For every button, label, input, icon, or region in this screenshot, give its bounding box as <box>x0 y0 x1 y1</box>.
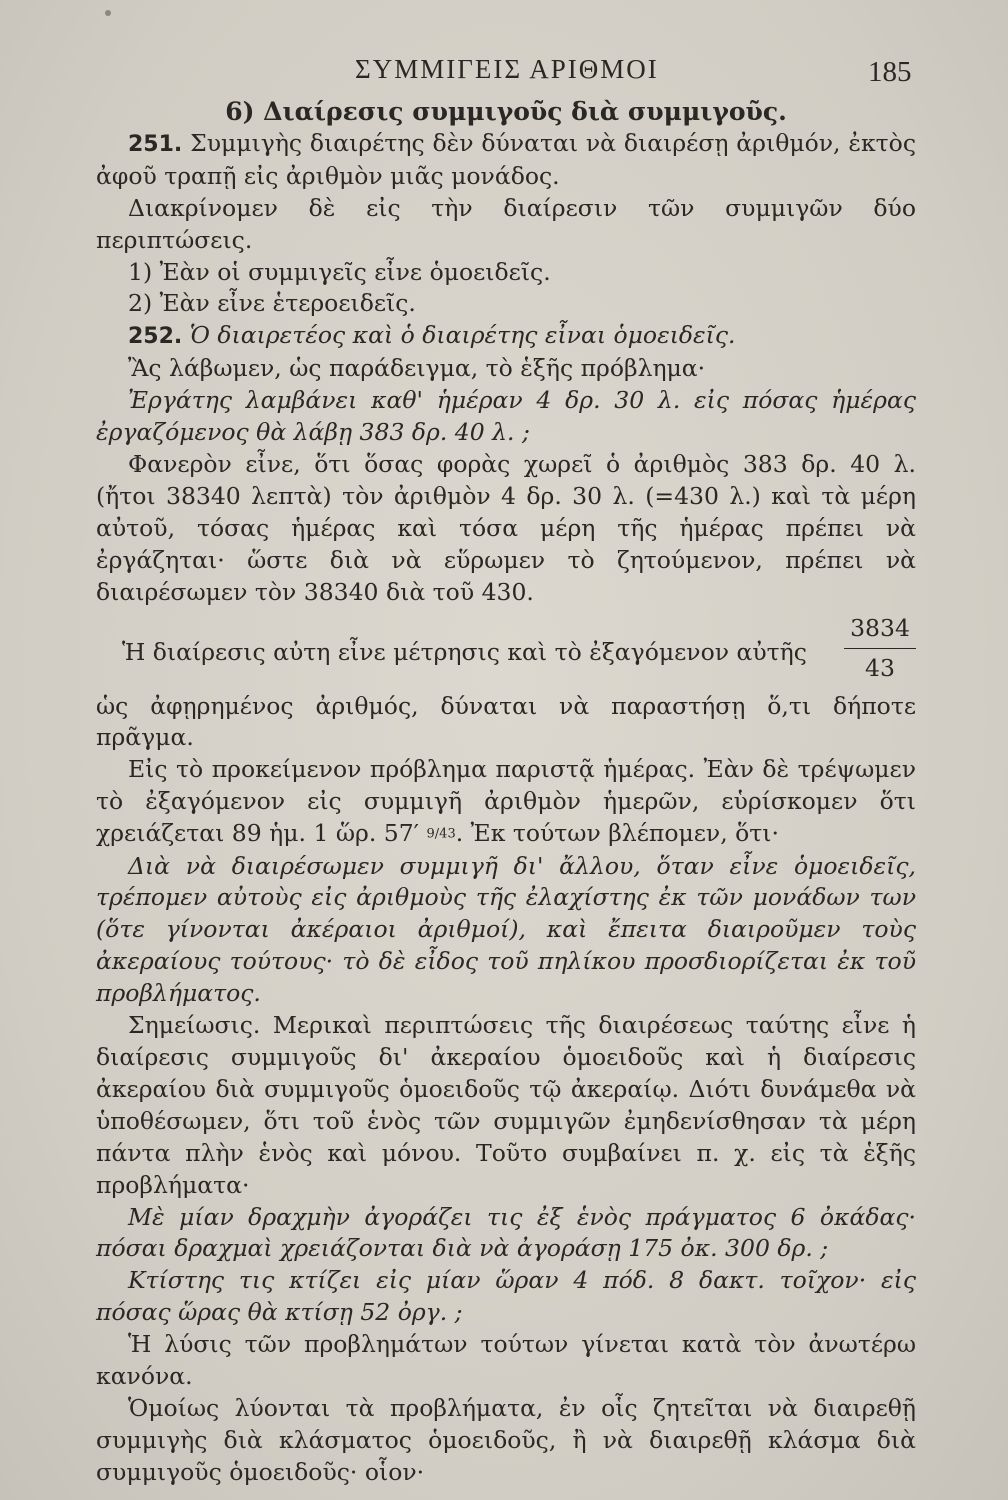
paragraph-251 <box>96 128 916 193</box>
paragraph-days-text-a: Εἰς τὸ προκείμενον πρόβλημα παριστᾷ ἡμέρας. Ἐὰν δὲ τρέψωμεν τὸ ἐξαγόμενον εἰς συμμιγῆ ἀριθμὸν ἡμερῶν, εὑρίσκομεν ὅτι χρειάζεται 89 ἡμ. 1 ὥρ. 57′ <box>96 755 916 848</box>
problem-builder: Κτίστης τις κτίζει εἰς μίαν ὥραν 4 πόδ. 8 δακτ. τοῖχον· εἰς πόσας ὥρας θὰ κτίσῃ 52 ὀργ. ; <box>96 1266 916 1327</box>
section-title: 6) Διαίρεσις συμμιγοῦς διὰ συμμιγοῦς. <box>225 97 787 126</box>
page-speck <box>105 10 111 16</box>
page-number: 185 <box>868 56 912 88</box>
case-2: 2) Ἐὰν εἶνε ἑτεροειδεῖς. <box>128 289 416 318</box>
note-text: Μερικαὶ περιπτώσεις τῆς διαιρέσεως ταύτης εἶνε ἡ διαίρεσις συμμιγοῦς δι' ἀκεραίου ὁμοειδοῦς καὶ ἡ διαίρεσις ἀκεραίου διὰ συμμιγοῦς ὁμοειδοῦς τῷ ἀκεραίῳ. Διότι δυνάμεθα νὰ ὑποθέσωμεν, ὅτι τοῦ ἑνὸς τῶν συμμιγῶν ἐμηδενίσθησαν τὰ μέρη πάντα πλὴν ἑνὸς καὶ μόνου. Τοῦτο συμβαίνει π. χ. εἰς τὰ ἑξῆς προβλήματα· <box>96 1011 916 1199</box>
page-body <box>96 96 916 1489</box>
paragraph-251-text: Συμμιγὴς διαιρέτης δὲν δύναται νὰ διαιρέσῃ ἀριθμόν, ἐκτὸς ἀφοῦ τραπῇ εἰς ἀριθμὸν μιᾶς μονάδος. <box>96 128 916 190</box>
article-number-252: 252. <box>128 324 183 350</box>
days-small-fraction: 9/43 <box>426 826 456 842</box>
paragraph-252-text: Ὁ διαιρετέος καὶ ὁ διαιρέτης εἶναι ὁμοειδεῖς. <box>182 321 736 350</box>
paragraph-cases: Διακρίνομεν δὲ εἰς τὴν διαίρεσιν τῶν συμμιγῶν δύο περιπτώσεις. <box>96 193 916 254</box>
paragraph-obvious: Φανερὸν εἶνε, ὅτι ὅσας φορὰς χωρεῖ ὁ ἀριθμὸς 383 δρ. 40 λ. (ἤτοι 38340 λεπτὰ) τὸν ἀριθμὸν 4 δρ. 30 λ. (=430 λ.) καὶ τὰ μέρη αὐτοῦ, τόσας ἡμέρας καὶ τόσα μέρη τῆς ἡμέρας πρέπει νὰ ἐργάζηται· ὥστε διὰ νὰ εὕρωμεν τὸ ζητούμενον, πρέπει νὰ διαιρέσωμεν τὸν 38340 διὰ τοῦ 430. <box>96 449 916 606</box>
problem-worker: Ἐργάτης λαμβάνει καθ' ἡμέραν 4 δρ. 30 λ. εἰς πόσας ἡμέρας ἐργαζόμενος θὰ λάβῃ 383 δρ. 40 λ. ; <box>96 386 916 447</box>
problem-drachma: Μὲ μίαν δραχμὴν ἀγοράζει τις ἐξ ἑνὸς πράγματος 6 ὀκάδας· πόσαι δραχμαὶ χρειάζονται διὰ νὰ ἀγοράσῃ 175 ὀκ. 300 δρ. ; <box>96 1202 916 1263</box>
paragraph-252 <box>96 320 916 353</box>
fraction <box>844 613 916 686</box>
division-text: Ἡ διαίρεσις αὐτη εἶνε μέτρησις καὶ τὸ ἐξαγόμενον αὐτῆς <box>122 637 807 666</box>
paragraph-days-text-b: . Ἐκ τούτων βλέπομεν, ὅτι· <box>455 819 779 848</box>
fraction-denominator: 43 <box>865 654 895 683</box>
paragraph-similar: Ὁμοίως λύονται τὰ προβλήματα, ἐν οἷς ζητεῖται νὰ διαιρεθῇ συμμιγὴς διὰ κλάσματος ὁμοειδοῦς, ἢ νὰ διαιρεθῇ κλάσμα διὰ συμμιγοῦς ὁμοειδοῦς· οἷον· <box>96 1393 916 1486</box>
division-fraction-line <box>96 609 916 691</box>
paragraph-abstract: ὡς ἀφῃρημένος ἀριθμός, δύναται νὰ παραστήσῃ ὅ,τι δήποτε πρᾶγμα. <box>96 691 916 752</box>
page-header <box>0 48 1008 98</box>
note-label: Σημείωσις. <box>128 1011 261 1040</box>
paragraph-days <box>96 754 916 850</box>
fraction-numerator: 3834 <box>844 613 916 650</box>
running-title: ΣΥΜΜΙΓΕΙΣ ΑΡΙΘΜΟΙ <box>355 54 659 84</box>
note-paragraph <box>96 1010 916 1201</box>
article-number-251: 251. <box>128 131 183 157</box>
paragraph-solution: Ἡ λύσις τῶν προβλημάτων τούτων γίνεται κατὰ τὸν ἀνωτέρω κανόνα. <box>96 1330 916 1391</box>
paragraph-example: Ἂς λάβωμεν, ὡς παράδειγμα, τὸ ἑξῆς πρόβλημα· <box>128 354 706 383</box>
rule-paragraph: Διὰ νὰ διαιρέσωμεν συμμιγῆ δι' ἄλλου, ὅταν εἶνε ὁμοειδεῖς, τρέπομεν αὐτοὺς εἰς ἀριθμοὺς τῆς ἐλαχίστης ἐκ τῶν μονάδων των (ὅτε γίνονται ἀκέραιοι ἀριθμοί), καὶ ἔπειτα διαιροῦμεν τοὺς ἀκεραίους τούτους· τὸ δὲ εἶδος τοῦ πηλίκου προσδιορίζεται ἐκ τοῦ προβλήματος. <box>96 851 916 1008</box>
case-1: 1) Ἐὰν οἱ συμμιγεῖς εἶνε ὁμοειδεῖς. <box>128 257 551 286</box>
